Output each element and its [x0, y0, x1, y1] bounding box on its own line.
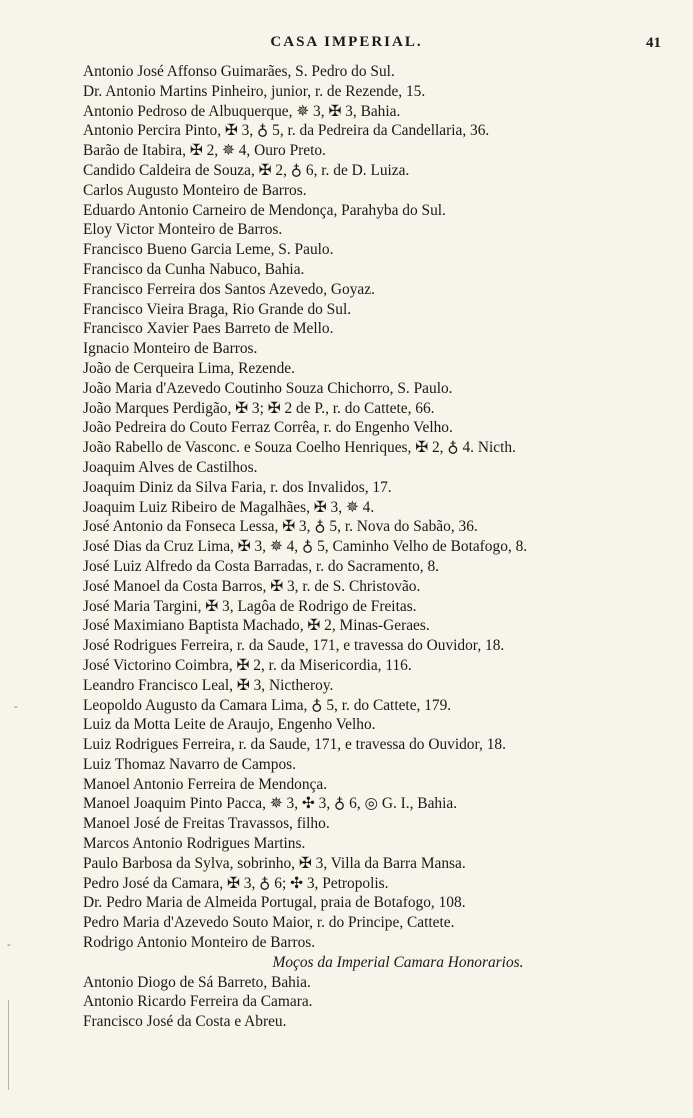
list-entry: Manoel Antonio Ferreira de Mendonça.	[83, 775, 328, 793]
list-entry: Francisco da Cunha Nabuco, Bahia.	[83, 260, 305, 278]
running-title: CASA IMPERIAL.	[270, 34, 423, 50]
list-entry: José Maximiano Baptista Machado, ✠ 2, Minas-Geraes.	[83, 617, 430, 635]
list-entry: João Pedreira do Couto Ferraz Corrêa, r. do Engenho Velho.	[83, 419, 453, 437]
list-entry: Antonio Pedroso de Albuquerque, ✵ 3, ✠ 3, Bahia.	[83, 102, 401, 120]
list-entry: José Luiz Alfredo da Costa Barradas, r. do Sacramento, 8.	[83, 557, 440, 575]
member-list	[83, 62, 673, 1032]
list-entry: Luiz da Motta Leite de Araujo, Engenho Velho.	[83, 716, 376, 734]
list-entry: Ignacio Monteiro de Barros.	[83, 340, 258, 358]
list-entry: João Marques Perdigão, ✠ 3; ✠ 2 de P., r. do Cattete, 66.	[83, 399, 435, 417]
scan-speck: -	[14, 700, 18, 713]
list-entry: José Manoel da Costa Barros, ✠ 3, r. de S. Christovão.	[83, 577, 421, 595]
list-entry: José Rodrigues Ferreira, r. da Saude, 171, e travessa do Ouvidor, 18.	[83, 637, 505, 655]
honorary-entry: Antonio Diogo de Sá Barreto, Bahia.	[83, 973, 311, 991]
list-entry: Leandro Francisco Leal, ✠ 3, Nictheroy.	[83, 676, 334, 694]
list-entry: Manoel Joaquim Pinto Pacca, ✵ 3, ✣ 3, ♁ 6, ◎ G. I., Bahia.	[83, 795, 458, 813]
binding-mark	[8, 1000, 9, 1090]
list-entry: Manoel José de Freitas Travassos, filho.	[83, 815, 330, 833]
list-entry: José Dias da Cruz Lima, ✠ 3, ✵ 4, ♁ 5, Caminho Velho de Botafogo, 8.	[83, 538, 528, 556]
list-entry: Luiz Rodrigues Ferreira, r. da Saude, 171, e travessa do Ouvidor, 18.	[83, 736, 506, 754]
list-entry: Candido Caldeira de Souza, ✠ 2, ♁ 6, r. de D. Luiza.	[83, 161, 410, 179]
list-entry: Francisco Xavier Paes Barreto de Mello.	[83, 320, 334, 338]
list-entry: Eloy Victor Monteiro de Barros.	[83, 221, 283, 239]
list-entry: Francisco Bueno Garcia Leme, S. Paulo.	[83, 241, 334, 259]
list-entry: Leopoldo Augusto da Camara Lima, ♁ 5, r. do Cattete, 179.	[83, 696, 452, 714]
list-entry: Dr. Antonio Martins Pinheiro, junior, r. de Rezende, 15.	[83, 82, 426, 100]
list-entry: João Rabello de Vasconc. e Souza Coelho Henriques, ✠ 2, ♁ 4. Nicth.	[83, 439, 516, 457]
list-entry: Pedro José da Camara, ✠ 3, ♁ 6; ✣ 3, Petropolis.	[83, 874, 389, 892]
list-entry: Barão de Itabira, ✠ 2, ✵ 4, Ouro Preto.	[83, 142, 326, 160]
list-entry: Eduardo Antonio Carneiro de Mendonça, Parahyba do Sul.	[83, 201, 446, 219]
list-entry: Francisco Vieira Braga, Rio Grande do Sul.	[83, 300, 352, 318]
list-entry: Luiz Thomaz Navarro de Campos.	[83, 755, 296, 773]
list-entry: Marcos Antonio Rodrigues Martins.	[83, 835, 306, 853]
honorary-entry: Antonio Ricardo Ferreira da Camara.	[83, 993, 313, 1011]
list-entry: José Antonio da Fonseca Lessa, ✠ 3, ♁ 5, r. Nova do Sabão, 36.	[83, 518, 478, 536]
list-entry: José Victorino Coimbra, ✠ 2, r. da Misericordia, 116.	[83, 656, 412, 674]
list-entry: Rodrigo Antonio Monteiro de Barros.	[83, 934, 316, 952]
list-entry: Dr. Pedro Maria de Almeida Portugal, praia de Botafogo, 108.	[83, 894, 466, 912]
list-entry: Francisco Ferreira dos Santos Azevedo, Goyaz.	[83, 280, 375, 298]
scan-speck: -	[7, 938, 11, 951]
list-entry: José Maria Targini, ✠ 3, Lagôa de Rodrigo de Freitas.	[83, 597, 417, 615]
list-entry: Antonio Percira Pinto, ✠ 3, ♁ 5, r. da Pedreira da Candellaria, 36.	[83, 122, 490, 140]
list-entry: Joaquim Luiz Ribeiro de Magalhães, ✠ 3, ✵ 4.	[83, 498, 375, 516]
list-entry: Carlos Augusto Monteiro de Barros.	[83, 181, 307, 199]
page-header	[0, 34, 693, 56]
list-entry: Joaquim Alves de Castilhos.	[83, 458, 258, 476]
list-entry: Paulo Barbosa da Sylva, sobrinho, ✠ 3, Villa da Barra Mansa.	[83, 854, 466, 872]
list-entry: Antonio José Affonso Guimarães, S. Pedro do Sul.	[83, 63, 395, 80]
list-entry: João de Cerqueira Lima, Rezende.	[83, 359, 295, 377]
list-entry: Joaquim Diniz da Silva Faria, r. dos Invalidos, 17.	[83, 478, 392, 496]
page-number: 41	[646, 35, 661, 51]
section-heading: Moços da Imperial Camara Honorarios.	[272, 953, 524, 971]
list-entry: João Maria d'Azevedo Coutinho Souza Chichorro, S. Paulo.	[83, 379, 453, 397]
honorary-entry: Francisco José da Costa e Abreu.	[83, 1013, 287, 1031]
list-entry: Pedro Maria d'Azevedo Souto Maior, r. do Principe, Cattete.	[83, 914, 455, 932]
